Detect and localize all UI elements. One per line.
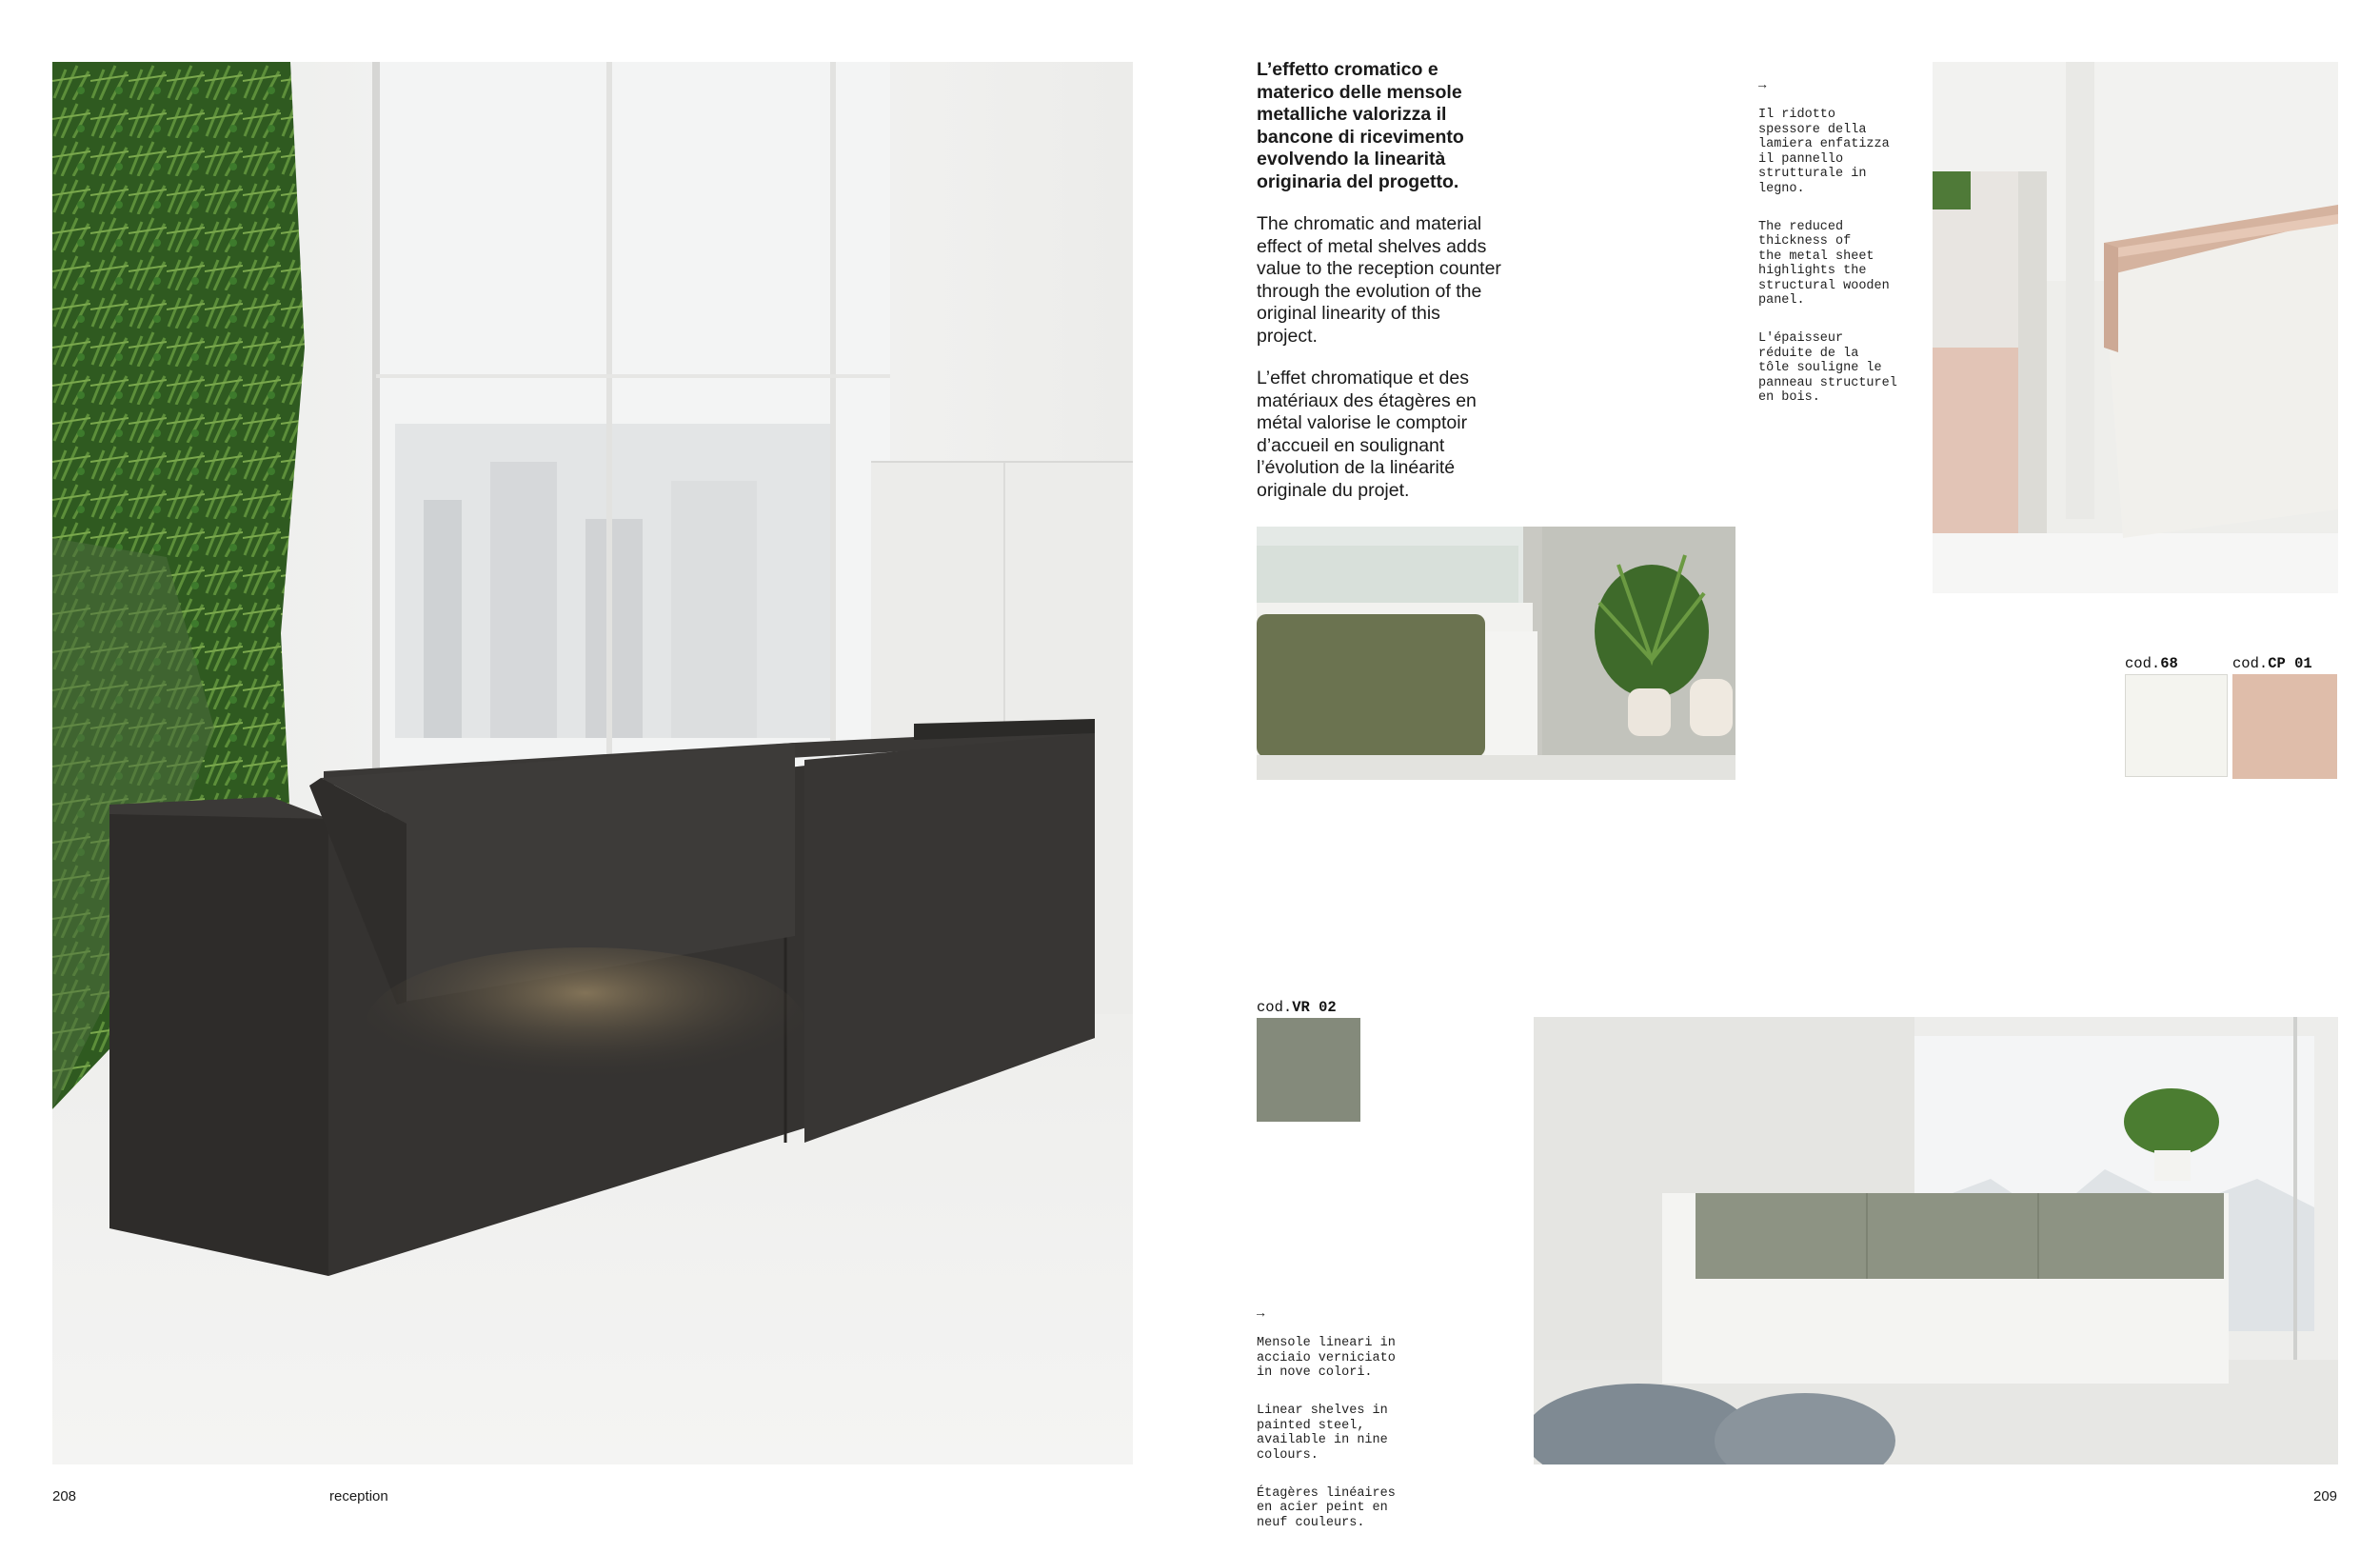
intro-french: L’effet chromatique et des matériaux des étagères en métal valorise le comptoir d’accueil en soulignant l’évolution de la linéarité originale du projet.: [1257, 368, 1477, 501]
pink-shelf-photo: [1933, 62, 2338, 593]
note-bottom: [1257, 1292, 1418, 1554]
note-top-french: L'épaisseur réduite de la tôle souligne le panneau structurel en bois.: [1758, 331, 1897, 405]
swatch-code-68: cod.68: [2125, 655, 2178, 672]
page-number-left: 208: [52, 1488, 77, 1504]
green-shelf-photo: [1257, 527, 1735, 780]
main-reception-photo: [52, 62, 1133, 1464]
sage-shelf-photo: [1534, 1017, 2338, 1464]
note-top: [1758, 64, 1911, 428]
pink-shelf: [2104, 243, 2118, 352]
intro-italian: L’effetto cromatico e materico delle mensole metalliche valorizza il bancone di ricevimento evolvendo la linearità originaria del progetto.: [1257, 59, 1464, 192]
section-title: reception: [329, 1488, 388, 1504]
note-top-italian: Il ridotto spessore della lamiera enfatizza il pannello strutturale in legno.: [1758, 108, 1890, 196]
note-top-english: The reduced thickness of the metal sheet highlights the structural wooden panel.: [1758, 219, 1890, 308]
note-bottom-french: Étagères linéaires en acier peint en neuf couleurs.: [1257, 1485, 1396, 1530]
green-shelf: [1257, 614, 1485, 757]
arrow-icon: →: [1758, 77, 1767, 93]
swatch-68: [2125, 674, 2228, 777]
desk-left-return: [109, 805, 328, 1276]
swatch-code-vr02: cod.VR 02: [1257, 999, 1337, 1016]
swatch-cp01: [2232, 674, 2337, 779]
swatch-vr02: [1257, 1018, 1360, 1122]
note-bottom-english: Linear shelves in painted steel, available in nine colours.: [1257, 1404, 1388, 1463]
sage-shelf: [1696, 1193, 2224, 1279]
page-number-right: 209: [2313, 1488, 2338, 1504]
reception-desk-illustration: [52, 62, 1133, 1464]
arrow-icon: →: [1257, 1305, 1265, 1322]
swatch-code-cp01: cod.CP 01: [2232, 655, 2312, 672]
note-bottom-italian: Mensole lineari in acciaio verniciato in nove colori.: [1257, 1336, 1396, 1380]
intro-english: The chromatic and material effect of metal shelves adds value to the reception counter through the evolution of the original linearity of this project.: [1257, 213, 1501, 347]
